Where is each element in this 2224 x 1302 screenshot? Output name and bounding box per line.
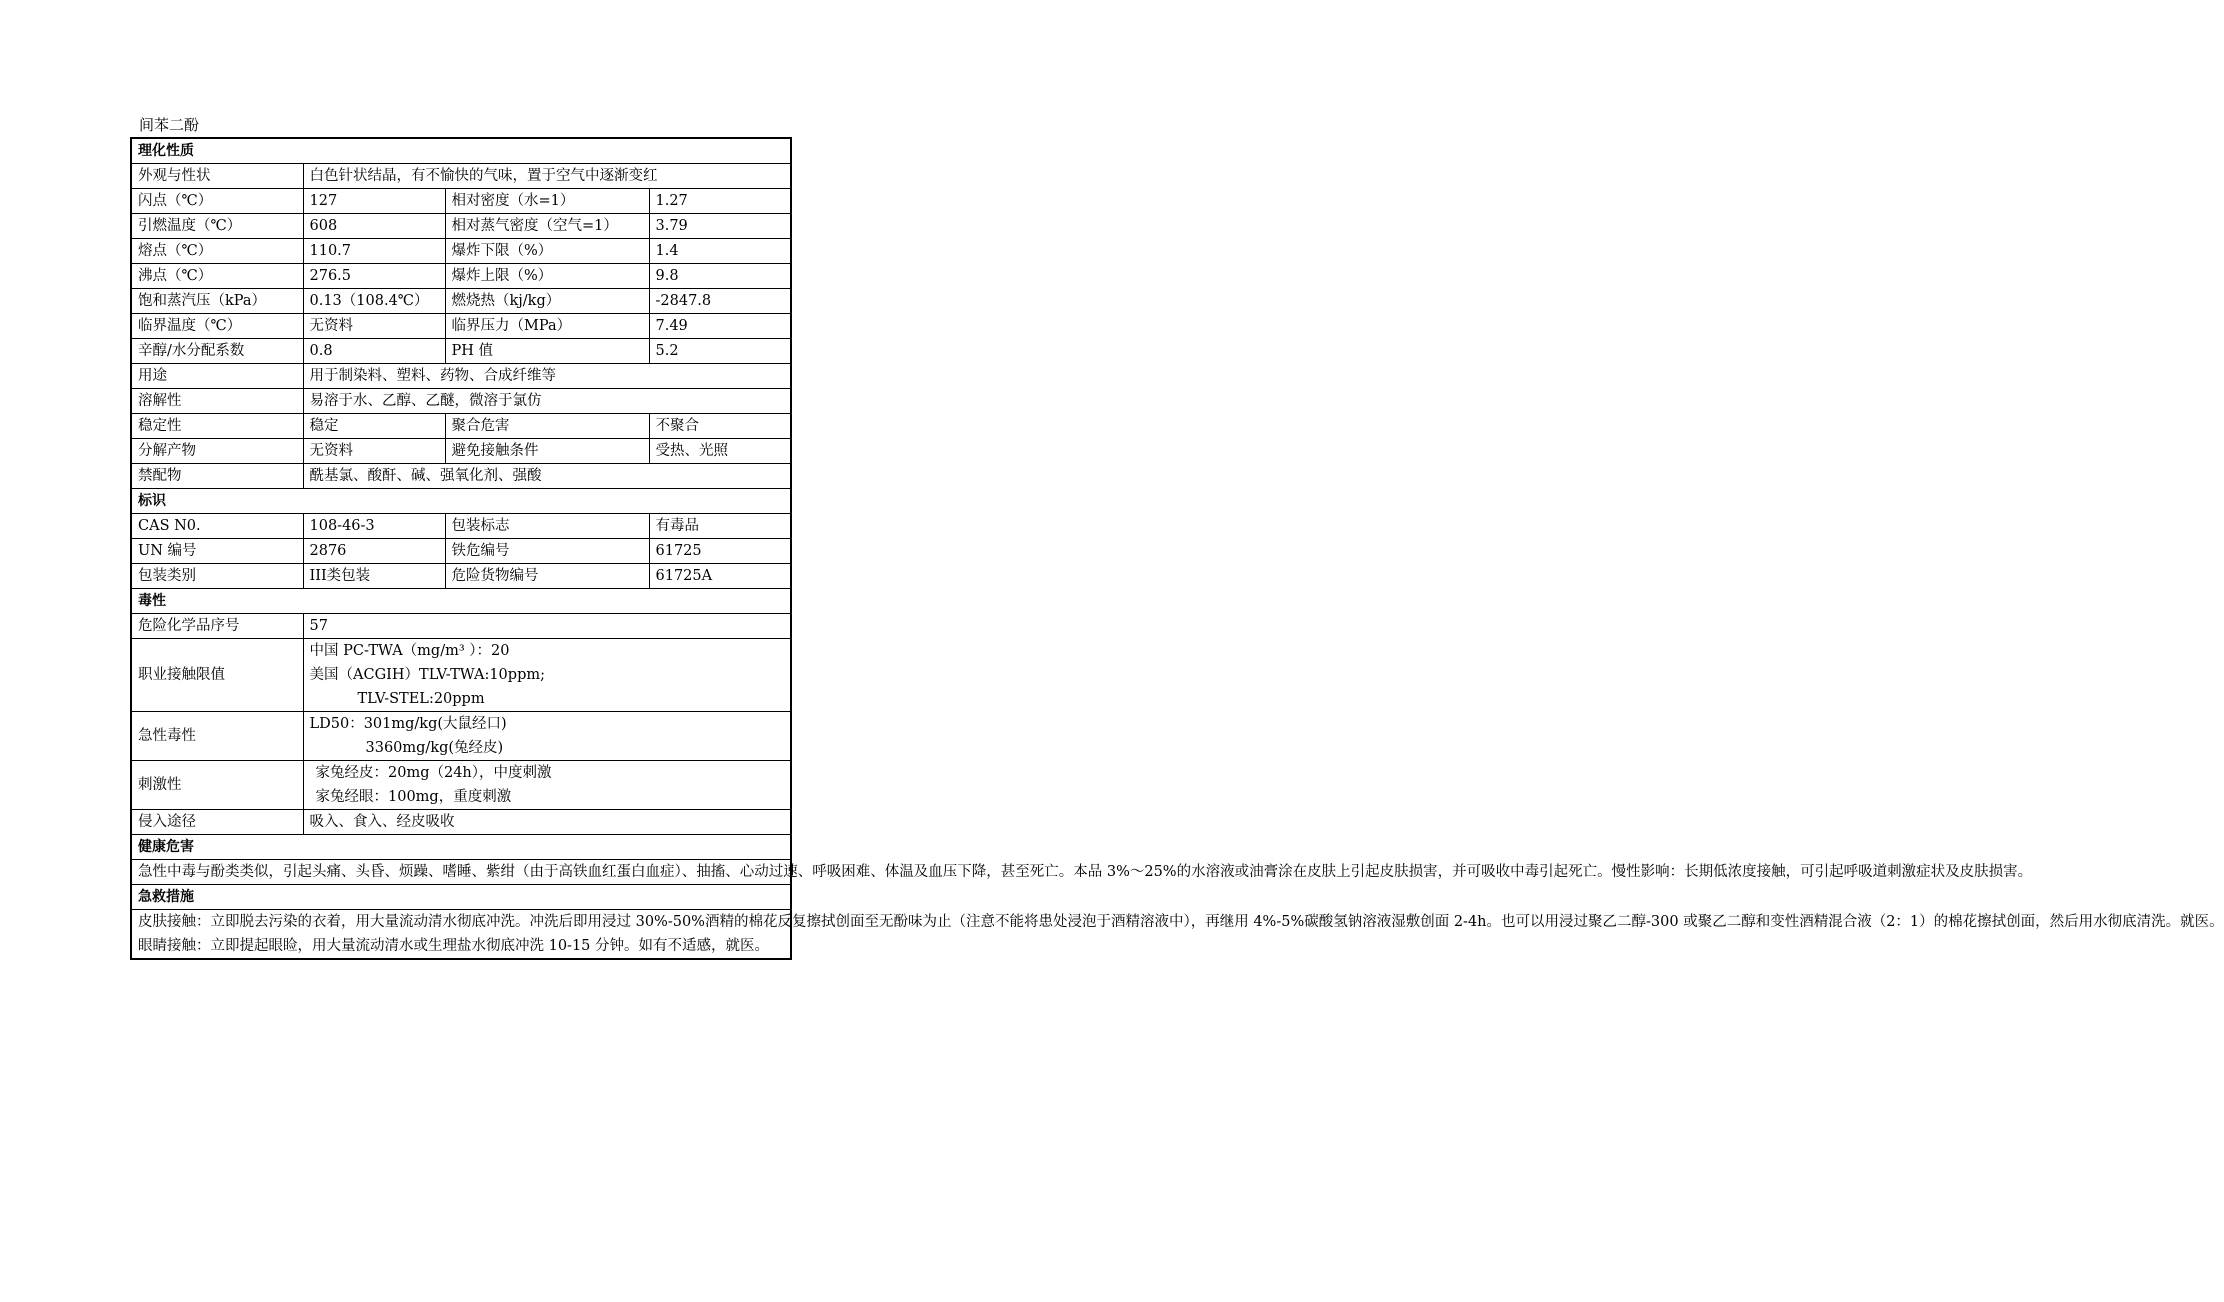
- field-label: 沸点（℃）: [131, 264, 303, 289]
- health-hazard-text: 急性中毒与酚类类似，引起头痛、头昏、烦躁、嗜睡、紫绀（由于高铁血红蛋白血症）、抽搐、心动过速、呼吸困难、体温及血压下降，甚至死亡。本品 3%～25%的水溶液或油膏涂在皮肤上引起皮肤损害，并可吸收中毒引起死亡。慢性影响：长期低浓度接触，可引起呼吸道刺激症状及皮肤损害。: [131, 860, 791, 885]
- field-value: 276.5: [303, 264, 445, 289]
- field-value: 1.4: [649, 239, 791, 264]
- field-value: 57: [303, 614, 791, 639]
- field-value: 用于制染料、塑料、药物、合成纤维等: [303, 364, 791, 389]
- field-label: 饱和蒸汽压（kPa）: [131, 289, 303, 314]
- section-title: 急救措施: [131, 885, 791, 910]
- field-label: 聚合危害: [445, 414, 649, 439]
- field-value: 吸入、食入、经皮吸收: [303, 810, 791, 835]
- field-label: 急性毒性: [131, 712, 303, 761]
- field-label: 危险化学品序号: [131, 614, 303, 639]
- field-value: 3.79: [649, 214, 791, 239]
- field-label: 用途: [131, 364, 303, 389]
- field-value-multiline: [303, 712, 791, 761]
- table-row: [131, 164, 791, 189]
- table-row: [131, 414, 791, 439]
- field-value: 61725A: [649, 564, 791, 589]
- field-value: 0.8: [303, 339, 445, 364]
- acute-line: 3360mg/kg(兔经皮): [365, 740, 504, 756]
- field-label: PH 值: [445, 339, 649, 364]
- field-value: 110.7: [303, 239, 445, 264]
- field-value: 白色针状结晶，有不愉快的气味，置于空气中逐渐变红: [303, 164, 791, 189]
- field-label: 职业接触限值: [131, 639, 303, 712]
- field-label: 燃烧热（kj/kg）: [445, 289, 649, 314]
- field-label: 临界温度（℃）: [131, 314, 303, 339]
- first-aid-text: [131, 910, 2224, 960]
- field-label: 铁危编号: [445, 539, 649, 564]
- field-label: CAS N0.: [131, 514, 303, 539]
- field-label: 溶解性: [131, 389, 303, 414]
- field-label: 爆炸下限（%）: [445, 239, 649, 264]
- field-label: 禁配物: [131, 464, 303, 489]
- section-header-health: [131, 835, 791, 860]
- section-title: 理化性质: [131, 138, 791, 164]
- table-row: [131, 810, 791, 835]
- field-label: 避免接触条件: [445, 439, 649, 464]
- table-row: [131, 464, 791, 489]
- field-label: 相对密度（水=1）: [445, 189, 649, 214]
- section-title: 毒性: [131, 589, 791, 614]
- field-value: 0.13（108.4℃）: [303, 289, 445, 314]
- field-value: 无资料: [303, 439, 445, 464]
- table-row: [131, 214, 791, 239]
- table-row: [131, 712, 791, 761]
- table-row: [131, 364, 791, 389]
- field-value-multiline: [303, 639, 791, 712]
- field-label: 危险货物编号: [445, 564, 649, 589]
- field-value: 7.49: [649, 314, 791, 339]
- table-row: [131, 539, 791, 564]
- irritation-line: 家兔经皮：20mg（24h），中度刺激: [315, 765, 552, 781]
- field-value: 无资料: [303, 314, 445, 339]
- field-label: 相对蒸气密度（空气=1）: [445, 214, 649, 239]
- field-value: -2847.8: [649, 289, 791, 314]
- table-row: [131, 860, 791, 885]
- field-value: 5.2: [649, 339, 791, 364]
- table-row: [131, 264, 791, 289]
- field-label: 包装标志: [445, 514, 649, 539]
- field-value: 稳定: [303, 414, 445, 439]
- field-value: 608: [303, 214, 445, 239]
- exposure-line: TLV-STEL:20ppm: [357, 691, 485, 707]
- section-title: 标识: [131, 489, 791, 514]
- section-header-physchem: [131, 138, 791, 164]
- table-row: [131, 289, 791, 314]
- field-label: 侵入途径: [131, 810, 303, 835]
- field-label: 熔点（℃）: [131, 239, 303, 264]
- field-label: 辛醇/水分配系数: [131, 339, 303, 364]
- field-value: 127: [303, 189, 445, 214]
- field-value: 1.27: [649, 189, 791, 214]
- table-row: [131, 514, 791, 539]
- section-header-firstaid: [131, 885, 791, 910]
- field-value: 易溶于水、乙醇、乙醚，微溶于氯仿: [303, 389, 791, 414]
- field-label: 临界压力（MPa）: [445, 314, 649, 339]
- field-value: 108-46-3: [303, 514, 445, 539]
- table-row: [131, 439, 791, 464]
- field-value-multiline: [303, 761, 791, 810]
- first-aid-eye: 眼睛接触：立即提起眼睑，用大量流动清水或生理盐水彻底冲洗 10-15 分钟。如有不适感，就医。: [138, 938, 770, 954]
- exposure-line: 中国 PC-TWA（mg/m³ ）：20: [309, 643, 510, 659]
- first-aid-skin: 皮肤接触：立即脱去污染的衣着，用大量流动清水彻底冲洗。冲洗后即用浸过 30%-50%酒精的棉花反复擦拭创面至无酚味为止（注意不能将患处浸泡于酒精溶液中），再继用 4%-5%碳酸氢钠溶液湿敷创面 2-4h。也可以用浸过聚乙二醇-300 或聚乙二醇和变性酒精混合液（2：1）的棉花擦拭创面，然后用水彻底清洗。就医。: [138, 914, 2224, 930]
- field-label: 闪点（℃）: [131, 189, 303, 214]
- field-label: 引燃温度（℃）: [131, 214, 303, 239]
- table-row: [131, 239, 791, 264]
- field-value: 有毒品: [649, 514, 791, 539]
- field-value: 不聚合: [649, 414, 791, 439]
- document-title: 间苯二酚: [139, 116, 200, 134]
- field-value: 2876: [303, 539, 445, 564]
- table-row: [131, 614, 791, 639]
- table-row: [131, 189, 791, 214]
- field-label: 稳定性: [131, 414, 303, 439]
- section-header-toxicity: [131, 589, 791, 614]
- table-row: [131, 910, 791, 960]
- table-row: [131, 339, 791, 364]
- irritation-line: 家兔经眼：100mg，重度刺激: [315, 789, 512, 805]
- field-value: 受热、光照: [649, 439, 791, 464]
- section-header-identity: [131, 489, 791, 514]
- table-row: [131, 761, 791, 810]
- exposure-line: 美国（ACGIH）TLV-TWA:10ppm;: [309, 667, 545, 683]
- field-label: 刺激性: [131, 761, 303, 810]
- table-row: [131, 389, 791, 414]
- table-row: [131, 639, 791, 712]
- field-label: UN 编号: [131, 539, 303, 564]
- field-value: 61725: [649, 539, 791, 564]
- field-label: 包装类别: [131, 564, 303, 589]
- field-value: III类包装: [303, 564, 445, 589]
- field-label: 外观与性状: [131, 164, 303, 189]
- acute-line: LD50：301mg/kg(大鼠经口): [309, 716, 507, 732]
- section-title: 健康危害: [131, 835, 791, 860]
- field-value: 酰基氯、酸酐、碱、强氧化剂、强酸: [303, 464, 791, 489]
- field-label: 分解产物: [131, 439, 303, 464]
- field-value: 9.8: [649, 264, 791, 289]
- msds-table: [130, 137, 2224, 960]
- field-label: 爆炸上限（%）: [445, 264, 649, 289]
- table-row: [131, 564, 791, 589]
- table-row: [131, 314, 791, 339]
